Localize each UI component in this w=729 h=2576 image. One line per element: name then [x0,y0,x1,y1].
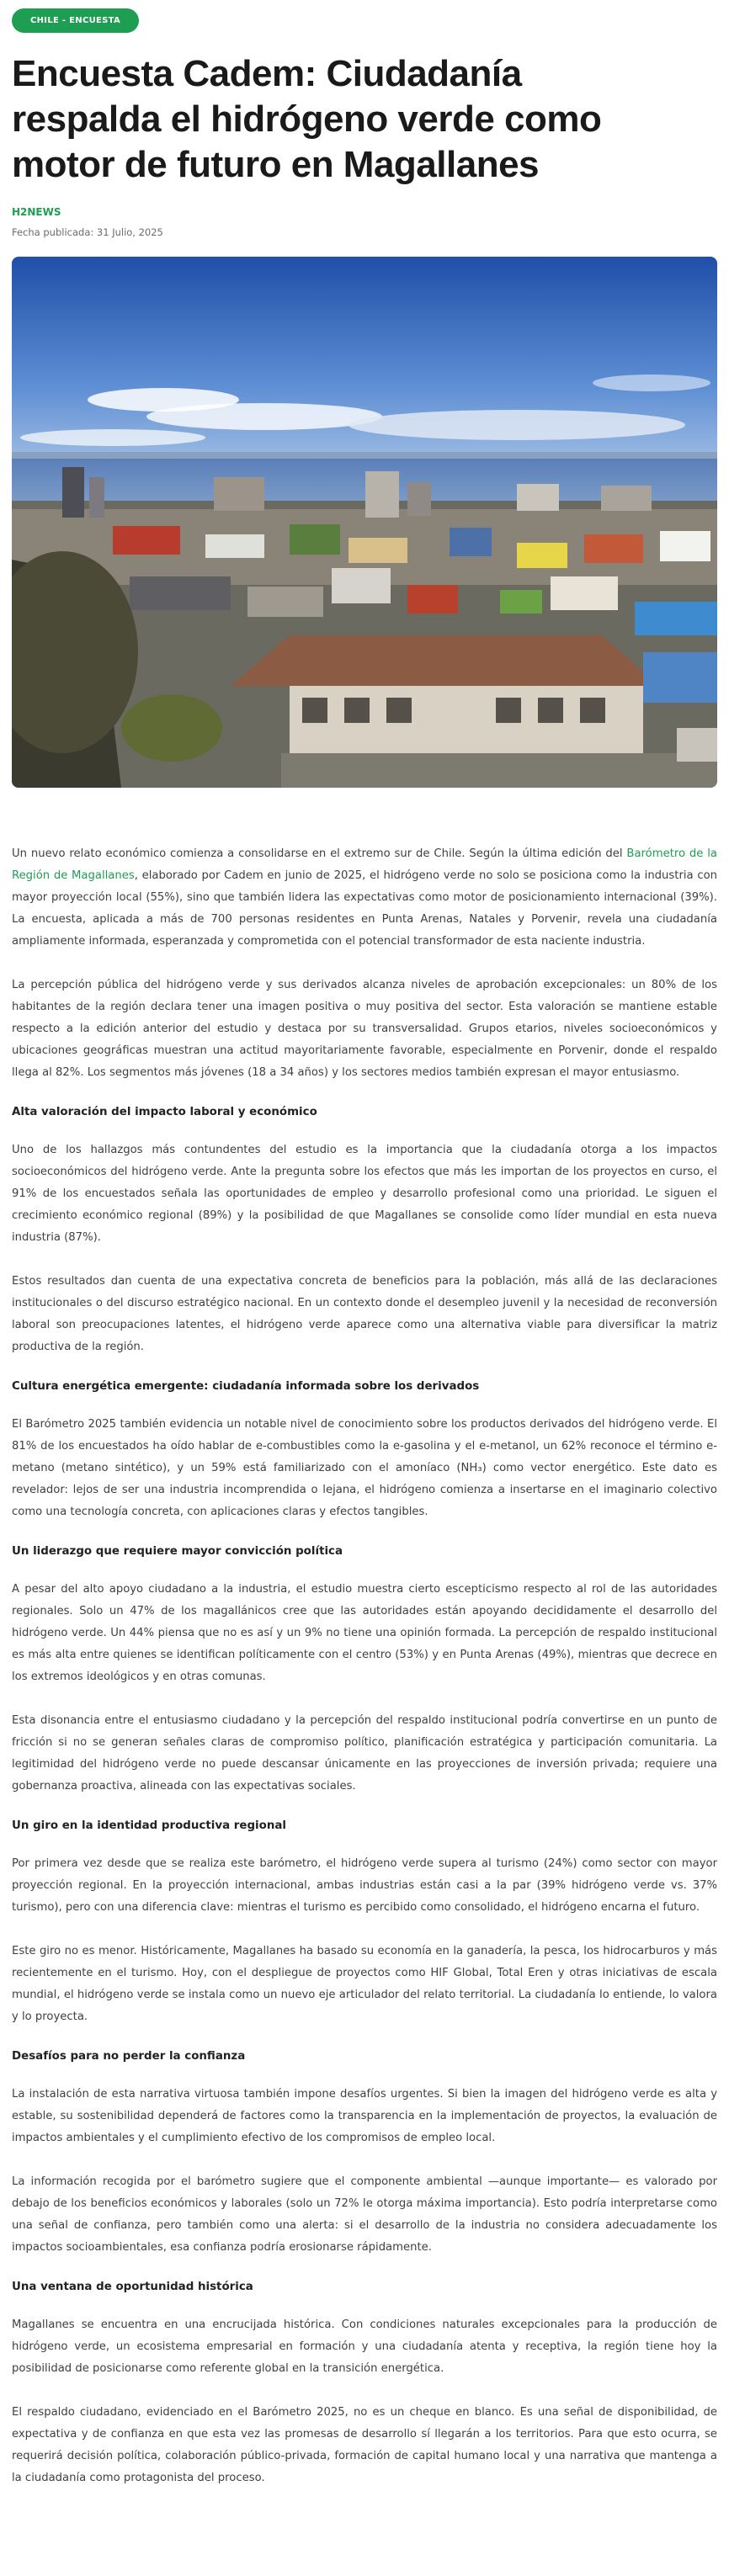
section-heading: Desafíos para no perder la confianza [12,2050,246,2063]
paragraph: A pesar del alto apoyo ciudadano a la industria, el estudio muestra cierto escepticismo respecto al rol de las autoridades regionales. Solo un 47% de los magallánicos cree que las autoridades están apoyando decididamente el desarrollo del hidrógeno verde. Un 44% piensa que no es así y un 9% no tiene una opinión formada. La percepción de respaldo institucional es más alta entre quienes se identifican políticamente con el centro (53%) y en Punta Arenas (49%), mientras que decrece en los extremos ideológicos y en otras comunas. [12,1583,717,1683]
barometer-link[interactable]: Barómetro de la Región de Magallanes [12,847,718,882]
paragraph: Un nuevo relato económico comienza a consolidarse en el extremo sur de Chile. Según la última edición del Barómetro de la Región de Magallanes, elaborado por Cadem en junio de 2025, el hidrógeno verde no solo se posiciona como la industria con mayor proyección local (55%), sino que también lidera las expectativas como motor de posicionamiento internacional (39%). La encuesta, aplicada a más de 700 personas residentes en Punta Arenas, Natales y Porvenir, revela una ciudadanía ampliamente informada, esperanzada y comprometida con el potencial transformador de esta naciente industria. [12,847,718,948]
city-panorama-illustration [12,257,717,788]
paragraph: Uno de los hallazgos más contundentes del estudio es la importancia que la ciudadanía otorga a los impactos socioeconómicos del hidrógeno verde. Ante la pregunta sobre los efectos que más les importan de los proyectos en curso, el 91% de los encuestados señala las oportunidades de empleo y desarrollo profesional como una prioridad. Le siguen el crecimiento económico regional (89%) y la posibilidad de que Magallanes se consolide como líder mundial en esta nueva industria (87%). [12,1144,717,1244]
category-badge[interactable]: CHILE - ENCUESTA [12,8,139,33]
paragraph: Por primera vez desde que se realiza este barómetro, el hidrógeno verde supera al turismo (24%) como sector con mayor proyección regional. En la proyección internacional, ambas industrias están casi a la par (39% hidrógeno verde vs. 37% turismo), pero con una diferencia clave: mientras el turismo es percibido como consolidado, el hidrógeno encarna el futuro. [12,1857,717,1914]
article-body [12,843,717,2489]
paragraph: El respaldo ciudadano, evidenciado en el Barómetro 2025, no es un cheque en blanco. Es una señal de disponibilidad, de expectativa y de confianza en que esta vez las promesas de desarrollo sí llegarán a los territorios. Para que esto ocurra, se requerirá decisión política, colaboración público-privada, formación de capital humano local y una narrativa que mantenga a la ciudadanía como protagonista del proceso. [12,2406,717,2484]
section-heading: Alta valoración del impacto laboral y económico [12,1106,317,1118]
publish-date: Fecha publicada: 31 Julio, 2025 [12,226,163,238]
paragraph: Esta disonancia entre el entusiasmo ciudadano y la percepción del respaldo institucional podría convertirse en un punto de fricción si no se generan señales claras de compromiso político, planificación estratégica y participación comunitaria. La legitimidad del hidrógeno verde no puede descansar únicamente en las proyecciones de inversión privada; requiere una gobernanza proactiva, alineada con las expectativas sociales. [12,1714,717,1793]
paragraph: El Barómetro 2025 también evidencia un notable nivel de conocimiento sobre los productos derivados del hidrógeno verde. El 81% de los encuestados ha oído hablar de e-combustibles como la e-gasolina y el e-metanol, un 62% reconoce el término e-metano (metano sintético), y un 59% está familiarizado con el amoníaco (NH₃) como vector energético. Este dato es revelador: lejos de ser una industria incomprendida o lejana, el hidrógeno comienza a insertarse en el imaginario colectivo como una tecnología concreta, con aplicaciones claras y efectos tangibles. [12,1418,717,1518]
section-heading: Una ventana de oportunidad histórica [12,2281,253,2293]
hero-image [12,257,717,788]
paragraph: Estos resultados dan cuenta de una expectativa concreta de beneficios para la población, más allá de las declaraciones institucionales o del discurso estratégico nacional. En un contexto donde el desempleo juvenil y la necesidad de reconversión laboral son preocupaciones latentes, el hidrógeno verde aparece como una alternativa viable para diversificar la matriz productiva de la región. [12,1275,717,1353]
paragraph: La percepción pública del hidrógeno verde y sus derivados alcanza niveles de aprobación excepcionales: un 80% de los habitantes de la región declara tener una imagen positiva o muy positiva del sector. Esta valoración se mantiene estable respecto a la edición anterior del estudio y destaca por su transversalidad. Grupos etarios, niveles socioeconómicos y ubicaciones geográficas muestran una actitud mayoritariamente favorable, especialmente en Porvenir, donde el respaldo llega al 82%. Los segmentos más jóvenes (18 a 34 años) y los sectores medios también expresan el mayor entusiasmo. [12,979,717,1079]
section-heading: Cultura energética emergente: ciudadanía informada sobre los derivados [12,1380,480,1393]
paragraph: Este giro no es menor. Históricamente, Magallanes ha basado su economía en la ganadería, la pesca, los hidrocarburos y más recientemente en el turismo. Hoy, con el despliegue de proyectos como HIF Global, Total Eren y otras iniciativas de escala mundial, el hidrógeno verde se instala como un nuevo eje articulador del relato territorial. La ciudadanía lo entiende, lo valora y lo proyecta. [12,1945,717,2023]
section-heading: Un giro en la identidad productiva regional [12,1819,287,1832]
paragraph: La información recogida por el barómetro sugiere que el componente ambiental —aunque importante— es valorado por debajo de los beneficios económicos y laborales (solo un 72% le otorga máxima importancia). Esto podría interpretarse como una señal de confianza, pero también como una alerta: si el desarrollo de la industria no considera adecuadamente los impactos socioambientales, esa confianza podría erosionarse rápidamente. [12,2175,717,2254]
author-link[interactable]: H2NEWS [12,206,61,218]
paragraph: La instalación de esta narrativa virtuosa también impone desafíos urgentes. Si bien la imagen del hidrógeno verde es alta y estable, su sostenibilidad dependerá de factores como la transparencia en la implementación de proyectos, la evaluación de impactos ambientales y el cumplimiento efectivo de los compromisos de empleo local. [12,2088,717,2144]
article-title: Encuesta Cadem: Ciudadanía respalda el hidrógeno verde como motor de futuro en Magallanes [12,53,602,185]
section-heading: Un liderazgo que requiere mayor convicción política [12,1545,343,1558]
paragraph: Magallanes se encuentra en una encrucijada histórica. Con condiciones naturales excepcionales para la producción de hidrógeno verde, un ecosistema empresarial en formación y una ciudadanía atenta y receptiva, la región tiene hoy la posibilidad de posicionarse como referente global en la transición energética. [12,2318,717,2375]
